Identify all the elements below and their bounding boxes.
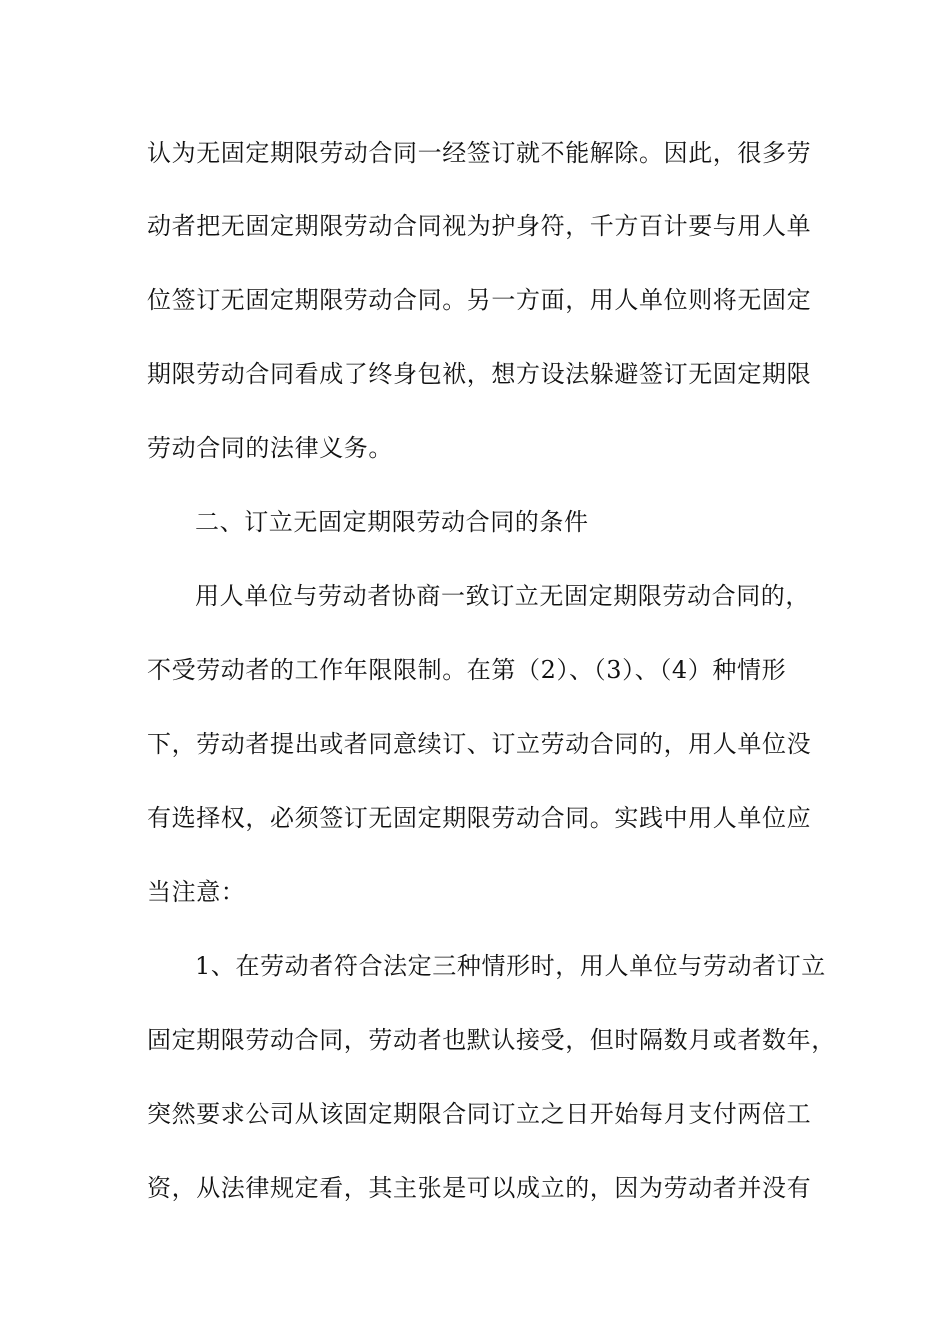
text-line: 资，从法律规定看，其主张是可以成立的，因为劳动者并没有: [147, 1174, 812, 1202]
text-line: 期限劳动合同看成了终身包袱，想方设法躲避签订无固定期限: [147, 360, 812, 388]
text-line: 位签订无固定期限劳动合同。另一方面，用人单位则将无固定: [147, 286, 812, 314]
text-line: 用人单位与劳动者协商一致订立无固定期限劳动合同的，: [195, 582, 810, 610]
text-line: 劳动合同的法律义务。: [147, 434, 393, 462]
section-heading: 二、订立无固定期限劳动合同的条件: [195, 508, 589, 536]
text-line: 固定期限劳动合同，劳动者也默认接受，但时隔数月或者数年，: [147, 1026, 836, 1054]
text-line: 当注意：: [147, 878, 246, 906]
text-line: 有选择权，必须签订无固定期限劳动合同。实践中用人单位应: [147, 804, 812, 832]
text-line: 1、在劳动者符合法定三种情形时，用人单位与劳动者订立: [195, 952, 826, 980]
text-line: 认为无固定期限劳动合同一经签订就不能解除。因此，很多劳: [147, 139, 812, 167]
text-line: 下，劳动者提出或者同意续订、订立劳动合同的，用人单位没: [147, 730, 812, 758]
text-line: 不受劳动者的工作年限限制。在第（2）、（3）、（4）种情形: [147, 656, 787, 684]
text-line: 动者把无固定期限劳动合同视为护身符，千方百计要与用人单: [147, 212, 812, 240]
text-line: 突然要求公司从该固定期限合同订立之日开始每月支付两倍工: [147, 1100, 812, 1128]
